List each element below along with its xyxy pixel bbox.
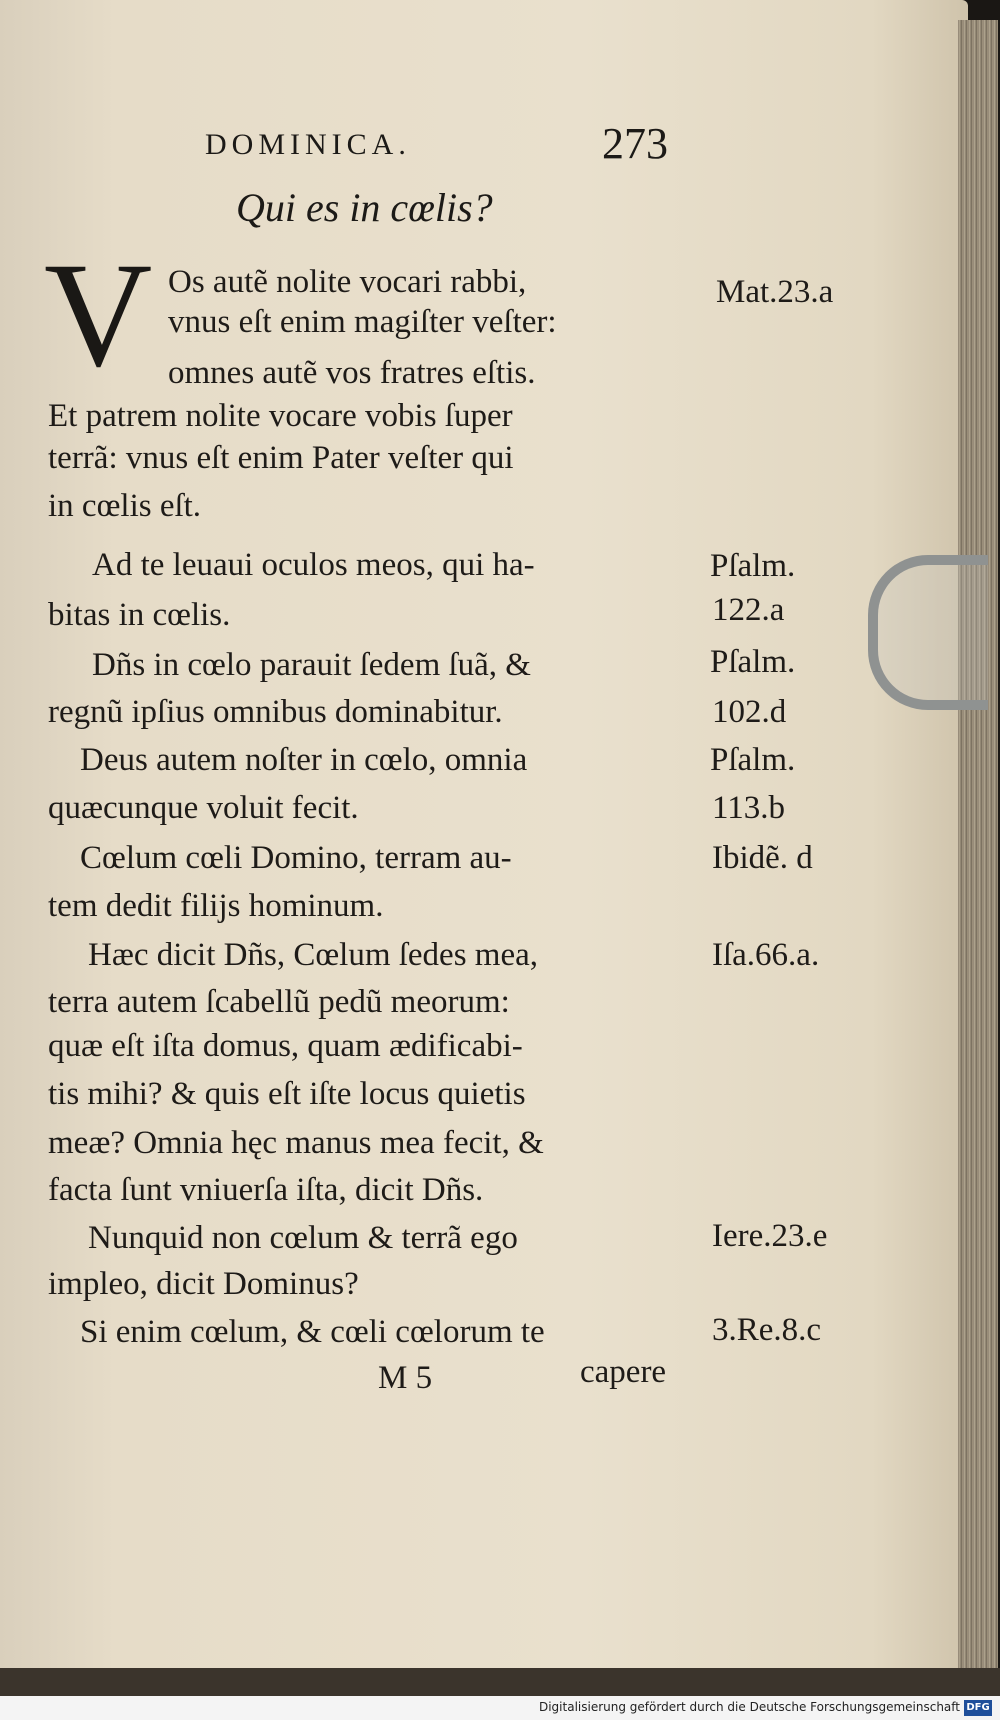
margin-note: Pſalm.: [710, 742, 796, 778]
text-line: Ad te leuaui oculos meos, qui ha-: [92, 547, 535, 583]
dfg-logo: DFG: [964, 1700, 992, 1716]
text-line: meæ? Omnia hęc manus mea fecit, &: [48, 1125, 544, 1161]
text-line: omnes autẽ vos fratres eſtis.: [168, 355, 536, 391]
text-line: Et patrem nolite vocare vobis ſuper: [48, 398, 513, 434]
page-clip: [868, 555, 988, 710]
text-line: Deus autem noſter in cœlo, omnia: [80, 742, 528, 778]
margin-note: Iſa.66.a.: [712, 937, 820, 973]
signature-mark: M 5: [378, 1360, 433, 1396]
drop-capital: V: [44, 232, 153, 398]
margin-note: Pſalm.: [710, 644, 796, 680]
text-line: Cœlum cœli Domino, terram au-: [80, 840, 512, 876]
text-line: terrã: vnus eſt enim Pater veſter qui: [48, 440, 514, 476]
text-line: tem dedit filijs hominum.: [48, 888, 384, 924]
text-line: impleo, dicit Dominus?: [48, 1266, 359, 1302]
text-line: in cœlis eſt.: [48, 488, 202, 524]
text-line: Os autẽ nolite vocari rabbi,: [168, 264, 527, 300]
bottom-edge: [0, 1668, 1000, 1696]
text-line: vnus eſt enim magiſter veſter:: [168, 304, 557, 340]
margin-note: Pſalm.: [710, 548, 796, 584]
catchword: capere: [580, 1354, 667, 1390]
page-edges: [958, 20, 998, 1668]
text-line: Dñs in cœlo parauit ſedem ſuã, &: [92, 647, 531, 683]
margin-note: 102.d: [712, 694, 787, 730]
margin-note: Iere.23.e: [712, 1218, 828, 1254]
digitization-credit: Digitalisierung gefördert durch die Deutsche Forschungsgemeinschaft: [538, 1700, 960, 1714]
text-line: Hæc dicit Dñs, Cœlum ſedes mea,: [88, 937, 539, 973]
margin-note: 122.a: [712, 592, 785, 628]
text-line: quæcunque voluit fecit.: [48, 790, 359, 826]
margin-note: 3.Re.8.c: [712, 1312, 822, 1348]
subheading: Qui es in cœlis?: [236, 185, 493, 230]
page-number: 273: [602, 119, 668, 168]
margin-note: Ibidẽ. d: [712, 840, 813, 876]
margin-note: 113.b: [712, 790, 786, 826]
running-title: DOMINICA.: [205, 128, 411, 161]
text-line: terra autem ſcabellũ pedũ meorum:: [48, 984, 510, 1020]
text-line: Si enim cœlum, & cœli cœlorum te: [80, 1314, 545, 1350]
text-line: quæ eſt iſta domus, quam ædificabi-: [48, 1028, 523, 1064]
text-line: facta ſunt vniuerſa iſta, dicit Dñs.: [48, 1172, 484, 1208]
text-line: regnũ ipſius omnibus dominabitur.: [48, 694, 503, 730]
margin-note: Mat.23.a: [716, 274, 834, 310]
text-line: Nunquid non cœlum & terrã ego: [88, 1220, 518, 1256]
text-line: tis mihi? & quis eſt iſte locus quietis: [48, 1076, 526, 1112]
text-line: bitas in cœlis.: [48, 597, 231, 633]
